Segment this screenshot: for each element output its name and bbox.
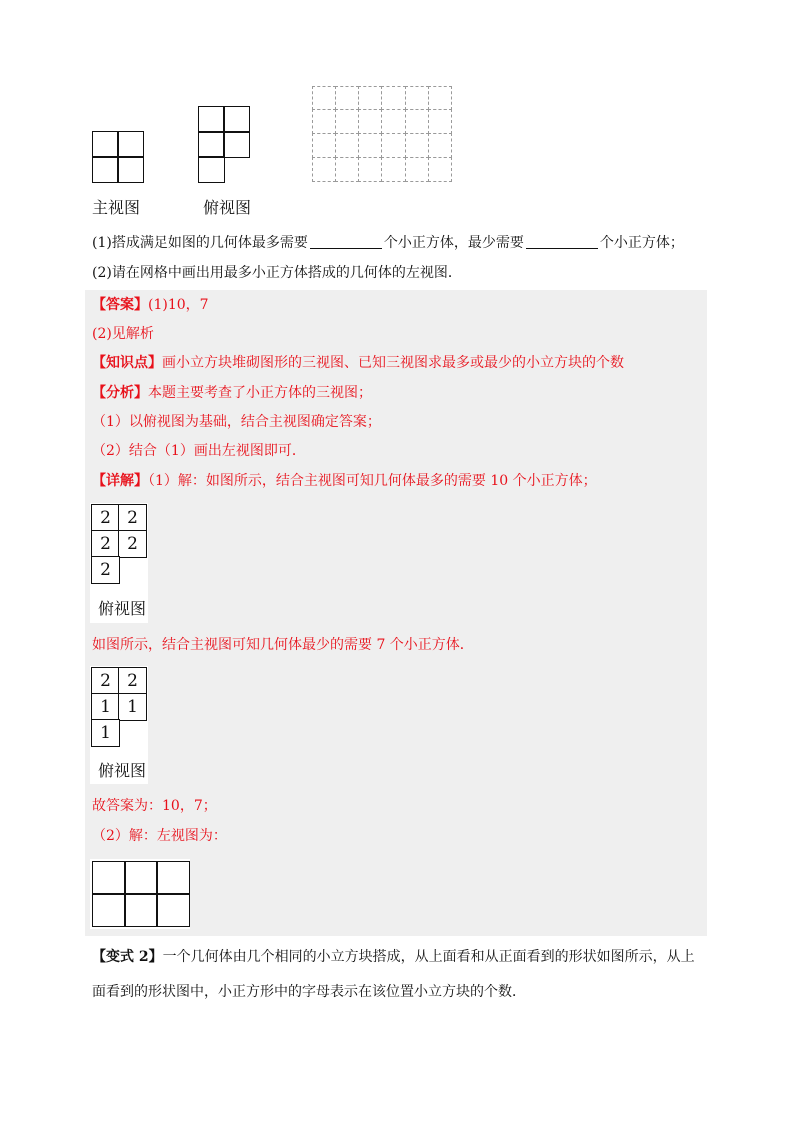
conclusion-line: 故答案为：10，7； <box>92 798 217 814</box>
number-cell: 2 <box>118 530 147 558</box>
grid-cell[interactable] <box>405 86 429 111</box>
analysis-step-1: （1）以俯视图为基础，结合主视图确定答案； <box>92 414 381 430</box>
grid-cell[interactable] <box>428 157 452 182</box>
top-view-cell <box>198 106 225 133</box>
detail-label: 【详解】 <box>92 473 148 489</box>
left-view-cell <box>124 893 158 927</box>
grid-cell[interactable] <box>312 109 336 134</box>
number-cell: 2 <box>91 530 120 558</box>
variant-line-2: 面看到的形状图中，小正方形中的字母表示在该位置小立方块的个数． <box>92 984 526 1000</box>
front-view-caption: 主视图 <box>92 198 141 217</box>
grid-cell[interactable] <box>335 157 359 182</box>
q1-prefix: (1)搭成满足如图的几何体最多需要 <box>92 235 308 251</box>
top-view-caption: 俯视图 <box>203 198 252 217</box>
grid-cell[interactable] <box>312 157 336 182</box>
grid-cell[interactable] <box>428 133 452 158</box>
top-view-cell <box>223 131 250 158</box>
grid-cell[interactable] <box>405 133 429 158</box>
grid-cell[interactable] <box>381 86 405 111</box>
grid-cell[interactable] <box>428 109 452 134</box>
left-view-cell <box>92 861 126 895</box>
number-cell: 2 <box>91 667 120 695</box>
question-1 <box>92 233 684 253</box>
number-cell: 1 <box>91 719 120 747</box>
grid-cell[interactable] <box>405 109 429 134</box>
answer-line <box>92 295 209 315</box>
number-cell: 1 <box>91 693 120 721</box>
left-view-cell <box>124 861 158 895</box>
variant-line-1 <box>92 947 695 967</box>
grid-cell[interactable] <box>312 86 336 111</box>
q1-suffix: 个小正方体； <box>599 235 684 251</box>
q1-mid: 个小正方体，最少需要 <box>383 235 524 251</box>
max-caption: 俯视图 <box>98 599 147 618</box>
question-2: (2)请在网格中画出用最多小正方体搭成的几何体的左视图． <box>92 265 462 281</box>
grid-cell[interactable] <box>381 133 405 158</box>
number-cell: 2 <box>118 667 147 695</box>
answer-label: 【答案】 <box>92 297 148 313</box>
min-top-view-grid <box>92 668 146 746</box>
max-top-view-grid <box>92 505 146 583</box>
grid-cell[interactable] <box>358 109 382 134</box>
top-view-cell <box>223 106 250 133</box>
grid-cell[interactable] <box>335 109 359 134</box>
analysis-step-2: （2）结合（1）画出左视图即可． <box>92 443 306 459</box>
detail-line <box>92 471 597 491</box>
dashed-answer-grid[interactable] <box>312 86 452 181</box>
grid-cell[interactable] <box>405 157 429 182</box>
number-cell: 2 <box>91 556 120 584</box>
analysis-line <box>92 383 372 403</box>
top-view-cell <box>198 156 225 183</box>
detail-text: （1）解：如图所示，结合主视图可知几何体最多的需要 10 个小正方体； <box>148 473 597 489</box>
grid-cell[interactable] <box>358 133 382 158</box>
top-view-cell <box>198 131 225 158</box>
min-caption: 俯视图 <box>98 761 147 780</box>
knowledge-line <box>92 353 624 373</box>
blank-max[interactable] <box>310 234 382 249</box>
front-view-cell <box>117 156 144 183</box>
grid-cell[interactable] <box>358 157 382 182</box>
left-view-figure <box>93 862 189 926</box>
grid-cell[interactable] <box>312 133 336 158</box>
front-view-figure <box>93 132 143 182</box>
grid-cell[interactable] <box>381 109 405 134</box>
top-view-empty <box>224 157 249 182</box>
front-view-cell <box>92 156 119 183</box>
number-cell: 2 <box>91 504 120 532</box>
left-view-cell <box>92 893 126 927</box>
analysis-label: 【分析】 <box>92 385 148 401</box>
front-view-cell <box>117 131 144 158</box>
number-cell: 1 <box>118 693 147 721</box>
front-view-cell <box>92 131 119 158</box>
part2-line: （2）解：左视图为： <box>92 828 227 844</box>
grid-cell[interactable] <box>335 86 359 111</box>
answer-text: (1)10，7 <box>148 297 209 313</box>
variant-label: 【变式 2】 <box>92 949 163 965</box>
variant-text-1: 一个几何体由几个相同的小立方块搭成，从上面看和从正面看到的形状如图所示，从上 <box>162 949 695 965</box>
analysis-text: 本题主要考查了小正方体的三视图； <box>148 385 372 401</box>
left-view-cell <box>156 893 190 927</box>
number-cell: 2 <box>118 504 147 532</box>
knowledge-label: 【知识点】 <box>92 355 162 371</box>
grid-cell[interactable] <box>335 133 359 158</box>
blank-min[interactable] <box>526 234 598 249</box>
grid-cell[interactable] <box>358 86 382 111</box>
answer-line-2: (2)见解析 <box>92 326 154 342</box>
left-view-cell <box>156 861 190 895</box>
grid-cell[interactable] <box>381 157 405 182</box>
grid-cell[interactable] <box>428 86 452 111</box>
top-view-figure <box>199 107 249 182</box>
min-text: 如图所示，结合主视图可知几何体最少的需要 7 个小正方体． <box>92 637 474 653</box>
knowledge-text: 画小立方块堆砌图形的三视图、已知三视图求最多或最少的小立方块的个数 <box>162 355 624 371</box>
